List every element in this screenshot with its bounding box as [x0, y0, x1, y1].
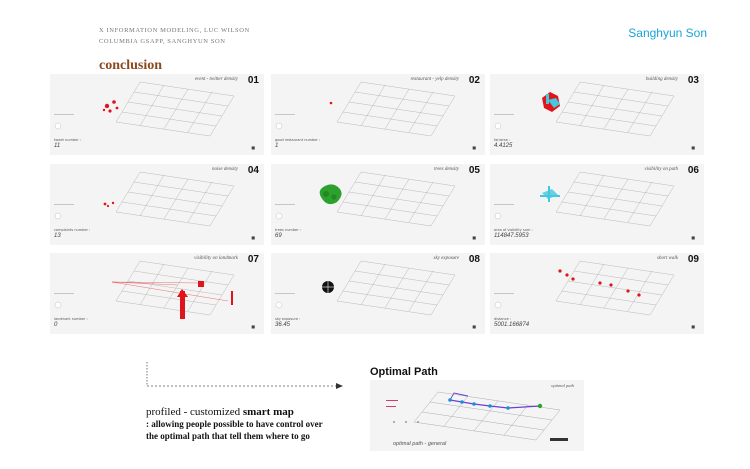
- logo-mark: ■: [691, 235, 695, 240]
- panel-number: 03: [687, 75, 699, 86]
- logo-mark: ■: [691, 145, 695, 150]
- optimal-path-panel: [370, 380, 584, 451]
- map-diagram: [50, 74, 264, 155]
- dashed-arrow: [146, 360, 346, 390]
- panel-number: 04: [247, 165, 259, 176]
- analysis-panel-08: [271, 253, 485, 334]
- metric-value: 5001.166874: [494, 322, 530, 328]
- panel-title: sky exposure: [433, 256, 459, 261]
- metric-value: 36.45: [275, 322, 291, 328]
- panel-number: 01: [247, 75, 259, 86]
- metric-value: 69: [275, 233, 282, 239]
- map-diagram: [271, 253, 485, 334]
- metric-value: 0: [54, 322, 58, 328]
- panel-number: 08: [468, 254, 480, 265]
- panel-title: noise density: [212, 167, 238, 172]
- panel-title: visibility on landmark: [194, 256, 238, 261]
- metric-label: good restaurant number :: [275, 138, 321, 142]
- metric-value: 11: [54, 143, 61, 149]
- analysis-panel-04: [50, 164, 264, 245]
- logo-mark: ■: [251, 324, 255, 329]
- logo-mark: ■: [472, 145, 476, 150]
- panel-number: 06: [687, 165, 699, 176]
- analysis-panel-02: [271, 74, 485, 155]
- map-diagram: [271, 74, 485, 155]
- panel-title: visibility on path: [644, 167, 678, 172]
- course-header: [99, 25, 250, 47]
- metric-value: 114847.5953: [494, 233, 529, 239]
- analysis-panel-07: [50, 253, 264, 334]
- profile-description: [146, 406, 323, 442]
- logo-mark: ■: [472, 324, 476, 329]
- panel-title: trees density: [434, 167, 459, 172]
- metric-value: 1: [275, 143, 279, 149]
- course-line-2: COLUMBIA GSAPP, SANGHYUN SON: [99, 38, 226, 45]
- profile-text: profiled - customized: [146, 406, 243, 418]
- logo-mark: ■: [251, 145, 255, 150]
- logo-mark: ■: [472, 235, 476, 240]
- metric-value: 4.4125: [494, 143, 513, 149]
- panel-number: 07: [247, 254, 259, 265]
- optimal-path-label: optimal path - general: [393, 441, 447, 447]
- smart-map-emphasis: smart map: [242, 406, 294, 418]
- panel-title: restaurant - yelp density: [410, 77, 459, 82]
- panel-title: event - twitter density: [194, 77, 238, 82]
- metric-label: sky exposure :: [275, 317, 301, 321]
- metric-label: far/area :: [494, 138, 511, 142]
- map-diagram: [50, 253, 264, 334]
- metric-label: landmark number :: [54, 317, 88, 321]
- map-diagram: [271, 164, 485, 245]
- metric-label: tweet number :: [54, 138, 81, 142]
- profile-line-2: : allowing people possible to have control over: [146, 419, 323, 429]
- panel-title: short walk: [657, 256, 678, 261]
- panel-title: building density: [645, 77, 678, 82]
- course-line-1: X INFORMATION MODELING, LUC WILSON: [99, 27, 250, 34]
- map-diagram: [50, 164, 264, 245]
- analysis-panel-05: [271, 164, 485, 245]
- logo-mark: ■: [251, 235, 255, 240]
- analysis-panel-03: [490, 74, 704, 155]
- panel-number: 05: [468, 165, 480, 176]
- author-name: Sanghyun Son: [628, 26, 707, 40]
- metric-label: complaints number :: [54, 228, 91, 232]
- section-title: conclusion: [99, 58, 163, 73]
- map-diagram: [490, 74, 704, 155]
- analysis-panel-09: [490, 253, 704, 334]
- optimal-path-caption: optimal path: [551, 383, 574, 388]
- panel-number: 09: [687, 254, 699, 265]
- analysis-panel-06: [490, 164, 704, 245]
- metric-value: 13: [54, 233, 61, 239]
- logo-mark: ■: [691, 324, 695, 329]
- panel-number: 02: [468, 75, 480, 86]
- profile-line-3: the optimal path that tell them where to go: [146, 431, 310, 441]
- analysis-panel-01: [50, 74, 264, 155]
- optimal-path-title: Optimal Path: [370, 366, 438, 378]
- metric-label: trees number :: [275, 228, 301, 232]
- metric-label: area of visibility sum :: [494, 228, 533, 232]
- metric-label: distance :: [494, 317, 512, 321]
